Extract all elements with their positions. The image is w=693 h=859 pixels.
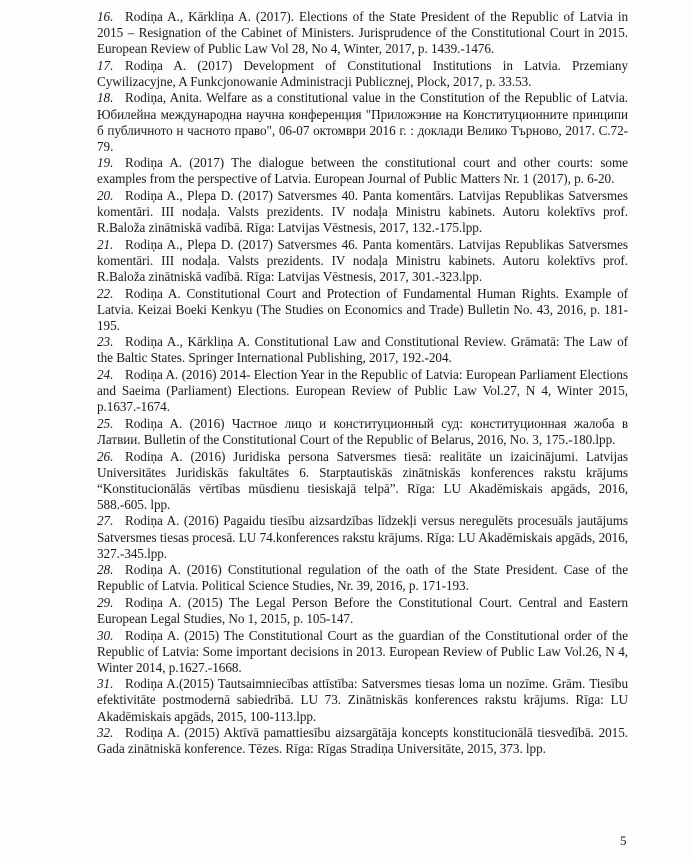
reference-item — [97, 58, 628, 90]
reference-number: 27. — [97, 513, 114, 529]
reference-text: Rodiņa A. Constitutional Court and Protection of Fundamental Human Rights. Example of Latvia. Keizai Boeki Kenkyu (The Studies on Economics and Trade) Bulletin No. 43, 2016, p. 181-195. — [97, 285, 628, 333]
reference-number: 16. — [97, 9, 114, 24]
reference-number: 26. — [97, 448, 114, 464]
reference-text: Rodiņa, Anita. Welfare as a constitutional value in the Constitution of the Republic of Latvia. Юбилейна международна научна конференция "Приложэние на Конституционните принципи б публичното н часното право", 06-07 октомври 2016 г. : доклади Велико Търново, 2017. С.72-79. — [97, 90, 628, 154]
reference-item — [97, 562, 628, 594]
reference-number: 23. — [97, 334, 114, 350]
reference-item — [97, 628, 628, 676]
reference-item — [97, 676, 628, 724]
reference-text: Rodiņa A., Kārkliņa A. (2017). Elections of the State President of the Republic of Latvia in 2015 – Resignation of the Cabinet of Ministers. Jurisprudence of the Constitutional Court in 2015. European Review of Public Law Vol 28, No 4, Winter, 2017, p. 1439.-1476. — [97, 9, 628, 57]
reference-item — [97, 188, 628, 236]
reference-item — [97, 286, 628, 334]
reference-number: 28. — [97, 562, 114, 578]
reference-number: 32. — [97, 725, 114, 741]
reference-number: 24. — [97, 367, 114, 383]
page-number: 5 — [620, 833, 627, 848]
reference-text: Rodiņa A. (2016) Juridiska persona Satversmes tiesā: realitāte un izaicinājumi. Latvijas Universitātes Juridiskās fakultātes 6. Starptautiskās zinātniskās konferences rakstu krājums “Konstitucionālās vērtības mūsdienu tiesiskajā telpā”. Rīga: LU Akadēmiskais apgāds, 2016, 588.-605. lpp. — [97, 448, 628, 512]
reference-text: Rodiņa A. (2016) Частное лицо и конституционный суд: конституционная жалоба в Латвии. Bulletin of the Constitutional Court of the Republic of Belarus, 2016, No. 3, 175.-180.lpp. — [97, 415, 628, 447]
reference-text: Rodiņa A. (2016) Constitutional regulation of the oath of the State President. Case of the Republic of Latvia. Political Science Studies, Nr. 39, 2016, p. 171-193. — [97, 562, 628, 594]
reference-text: Rodiņa A., Kārkliņa A. Constitutional Law and Constitutional Review. Grāmatā: The Law of the Baltic States. Springer International Publishing, 2017, 192.-204. — [97, 334, 628, 366]
reference-number: 18. — [97, 90, 114, 106]
reference-item — [97, 449, 628, 513]
reference-item — [97, 237, 628, 285]
reference-item — [97, 513, 628, 561]
reference-item — [97, 725, 628, 757]
reference-text: Rodiņa A., Plepa D. (2017) Satversmes 40. Panta komentārs. Latvijas Republikas Satversmes komentāri. III nodaļa. Valsts prezidents. IV nodaļa Ministru kabinets. Autoru kolektīvs prof. R.Baloža zinātniskā vadībā. Rīga: Latvijas Vēstnesis, 2017, 132.-175.lpp. — [97, 188, 628, 236]
reference-text: Rodiņa A. (2015) The Legal Person Before the Constitutional Court. Central and Eastern European Legal Studies, No 1, 2015, p. 105-147. — [97, 594, 628, 626]
reference-list — [97, 9, 628, 758]
reference-number: 30. — [97, 627, 114, 643]
reference-text: Rodiņa A. (2016) Pagaidu tiesību aizsardzības līdzekļi versus neregulēts procesuāls jautājums Satversmes tiesas procesā. LU 74.konferences rakstu krājums. Rīga: LU Akadēmiskais apgāds, 2016, 327.-345.lpp. — [97, 513, 628, 561]
reference-number: 21. — [97, 236, 114, 252]
reference-item — [97, 155, 628, 187]
reference-number: 19. — [97, 155, 114, 171]
reference-text: Rodiņa A. (2015) Aktīvā pamattiesību aizsargātāja koncepts konstitucionālā tiesvedībā. 2015. Gada zinātniskā konference. Tēzes. Rīga: Rīgas Stradiņa Universitāte, 2015, 373. lpp. — [97, 725, 628, 757]
reference-number: 20. — [97, 188, 114, 204]
reference-number: 25. — [97, 415, 114, 431]
reference-number: 22. — [97, 285, 114, 301]
reference-item — [97, 90, 628, 154]
reference-number: 29. — [97, 594, 114, 610]
reference-item — [97, 595, 628, 627]
reference-text: Rodiņa A., Plepa D. (2017) Satversmes 46. Panta komentārs. Latvijas Republikas Satversmes komentāri. III nodaļa. Valsts prezidents. IV nodaļa Ministru kabinets. Autoru kolektīvs prof. R.Baloža zinātniskā vadībā. Rīga: Latvijas Vēstnesis, 2017, 301.-323.lpp. — [97, 236, 628, 284]
reference-text: Rodiņa A. (2015) The Constitutional Court as the guardian of the Constitutional order of the Republic of Latvia: Some important decisions in 2013. European Review of Public Law Vol.26, N 4, Winter 2014, p.1627.-1668. — [97, 627, 628, 675]
reference-item — [97, 416, 628, 448]
reference-item — [97, 9, 628, 57]
reference-text: Rodiņa A. (2017) The dialogue between the constitutional court and other courts: some examples from the perspective of Latvia. European Journal of Public Matters Nr. 1 (2017), p. 6-20. — [97, 155, 628, 187]
reference-item — [97, 367, 628, 415]
reference-text: Rodiņa A. (2017) Development of Constitutional Institutions in Latvia. Przemiany Cywilizacyjne, A Funkcjonowanie Administracji Publicznej, Plock, 2017, p. 33.53. — [97, 57, 628, 89]
reference-text: Rodiņa A.(2015) Tautsaimniecības attīstība: Satversmes tiesas loma un nozīme. Grām. Tiesību efektivitāte postmodernā sabiedrībā. LU 73. Zinātniskās konferences rakstu krājums. Rīga: LU Akadēmiskais apgāds, 2015, 100-113.lpp. — [97, 676, 628, 724]
reference-text: Rodiņa A. (2016) 2014- Election Year in the Republic of Latvia: European Parliament Elections and Saeima (Parliament) Elections. European Review of Public Law Vol.27, N 4, Winter 2015, p.1637.-1674. — [97, 367, 628, 415]
reference-number: 31. — [97, 676, 114, 692]
reference-number: 17. — [97, 57, 114, 73]
reference-item — [97, 334, 628, 366]
